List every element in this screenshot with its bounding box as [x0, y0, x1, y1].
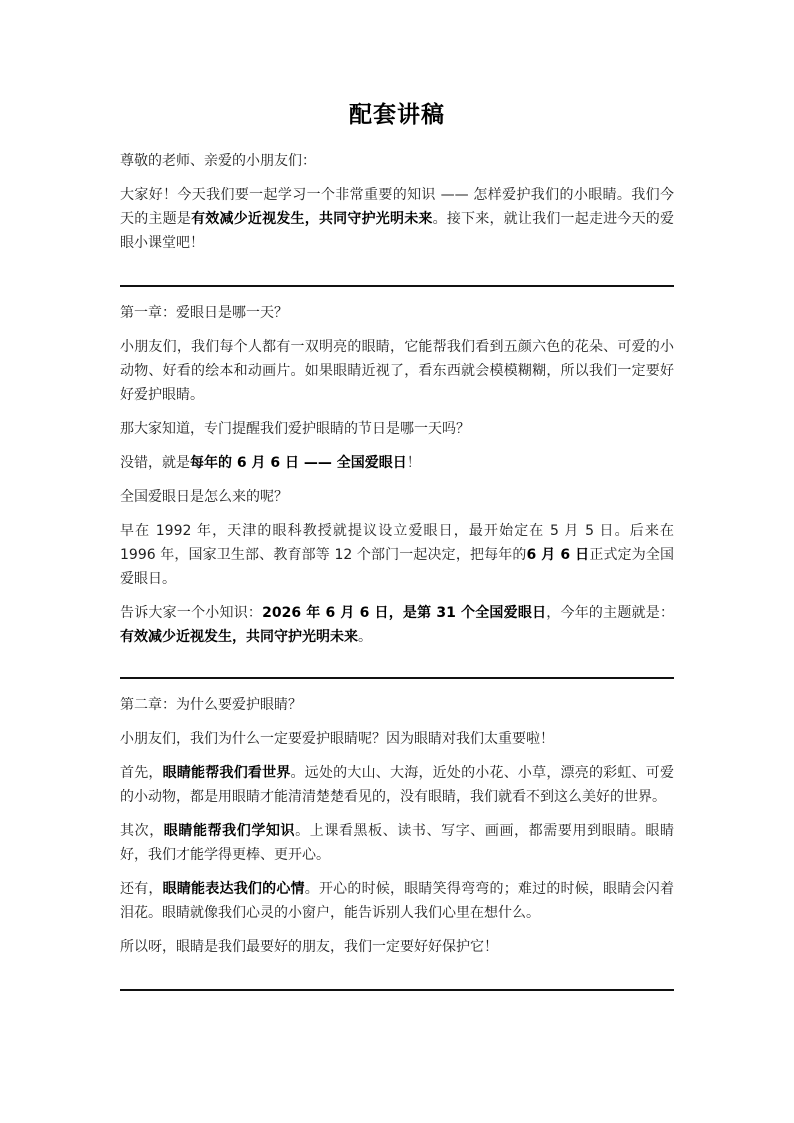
chapter1-p6-bold-date: 2026 年 6 月 6 日，是第 31 个全国爱眼日 [262, 605, 547, 621]
chapter2-p4-end: 。开心的时候，眼睛笑得弯弯的；难过的时候，眼睛会闪着泪花。眼睛就像我们心灵的小窗户，能告诉别人我们心里在想什么。 [120, 881, 675, 921]
section-divider [120, 989, 674, 991]
chapter2-paragraph-3 [120, 819, 674, 867]
chapter1-p6-text: 告诉大家一个小知识： [120, 605, 263, 621]
intro-theme-bold: 有效减少近视发生，共同守护光明未来 [191, 211, 433, 227]
chapter1-p5-bold: 6 月 6 日 [526, 547, 590, 563]
intro-paragraph [120, 183, 674, 255]
chapter2-p3-bold: 眼睛能帮我们学知识 [163, 823, 296, 839]
document-page [120, 96, 674, 991]
chapter2-p2-bold: 眼睛能帮我们看世界 [162, 765, 291, 781]
chapter1-heading: 第一章：爱眼日是哪一天？ [120, 305, 288, 321]
section-divider [120, 285, 674, 287]
intro-text-end: 。接下来，就让我们一起走进今天的爱眼小课堂吧！ [120, 211, 675, 251]
chapter1-p3-text: 没错，就是 [120, 455, 190, 471]
chapter1-p6-end: 。 [358, 629, 372, 645]
chapter1-p3-bold: 每年的 6 月 6 日 —— 全国爱眼日 [190, 455, 407, 471]
chapter2-p4-bold: 眼睛能表达我们的心情 [162, 881, 305, 897]
chapter2-paragraph-1: 小朋友们，我们为什么一定要爱护眼睛呢？因为眼睛对我们太重要啦！ [120, 731, 554, 747]
chapter1-paragraph-1: 小朋友们，我们每个人都有一双明亮的眼睛，它能帮我们看到五颜六色的花朵、可爱的小动物、好看的绘本和动画片。如果眼睛近视了，看东西就会模模糊糊，所以我们一定要好好爱护眼睛。 [120, 339, 674, 403]
intro-text: 大家好！今天我们要一起学习一个非常重要的知识 —— 怎样爱护我们的小眼睛。我们今天的主题是 [120, 187, 674, 227]
chapter1-paragraph-4: 全国爱眼日是怎么来的呢？ [120, 489, 288, 505]
chapter2-paragraph-5: 所以呀，眼睛是我们最要好的朋友，我们一定要好好保护它！ [120, 939, 498, 955]
chapter1-p5-end: 正式定为全国爱眼日。 [120, 547, 675, 587]
chapter2-p3-end: 。上课看黑板、读书、写字、画画，都需要用到眼睛。眼睛好，我们才能学得更棒、更开心。 [120, 823, 675, 863]
chapter2-paragraph-2 [120, 761, 674, 809]
greeting: 尊敬的老师、亲爱的小朋友们： [120, 153, 316, 169]
chapter2-paragraph-4 [120, 877, 674, 925]
chapter2-heading: 第二章：为什么要爱护眼睛？ [120, 697, 302, 713]
section-divider [120, 677, 674, 679]
chapter1-paragraph-5 [120, 519, 674, 591]
chapter2-p3-text: 其次， [120, 823, 164, 839]
chapter1-paragraph-6 [120, 601, 674, 649]
chapter1-paragraph-3 [120, 451, 674, 475]
chapter1-p6-bold-theme: 有效减少近视发生，共同守护光明未来 [120, 629, 358, 645]
chapter1-paragraph-2: 那大家知道，专门提醒我们爱护眼睛的节日是哪一天吗？ [120, 421, 470, 437]
chapter1-p6-text-2: ，今年的主题就是： [546, 605, 674, 621]
chapter1-p3-end: ！ [406, 455, 421, 471]
chapter1-p5-text: 早在 1992 年，天津的眼科教授就提议设立爱眼日，最开始定在 5 月 5 日。后来在 1996 年，国家卫生部、教育部等 12 个部门一起决定，把每年的 [120, 523, 674, 563]
chapter2-p4-text: 还有， [120, 881, 163, 897]
chapter2-p2-end: 。远处的大山、大海，近处的小花、小草，漂亮的彩虹、可爱的小动物，都是用眼睛才能清清楚楚看见的，没有眼睛，我们就看不到这么美好的世界。 [120, 765, 675, 805]
page-title: 配套讲稿 [349, 102, 445, 128]
chapter2-p2-text: 首先， [120, 765, 163, 781]
